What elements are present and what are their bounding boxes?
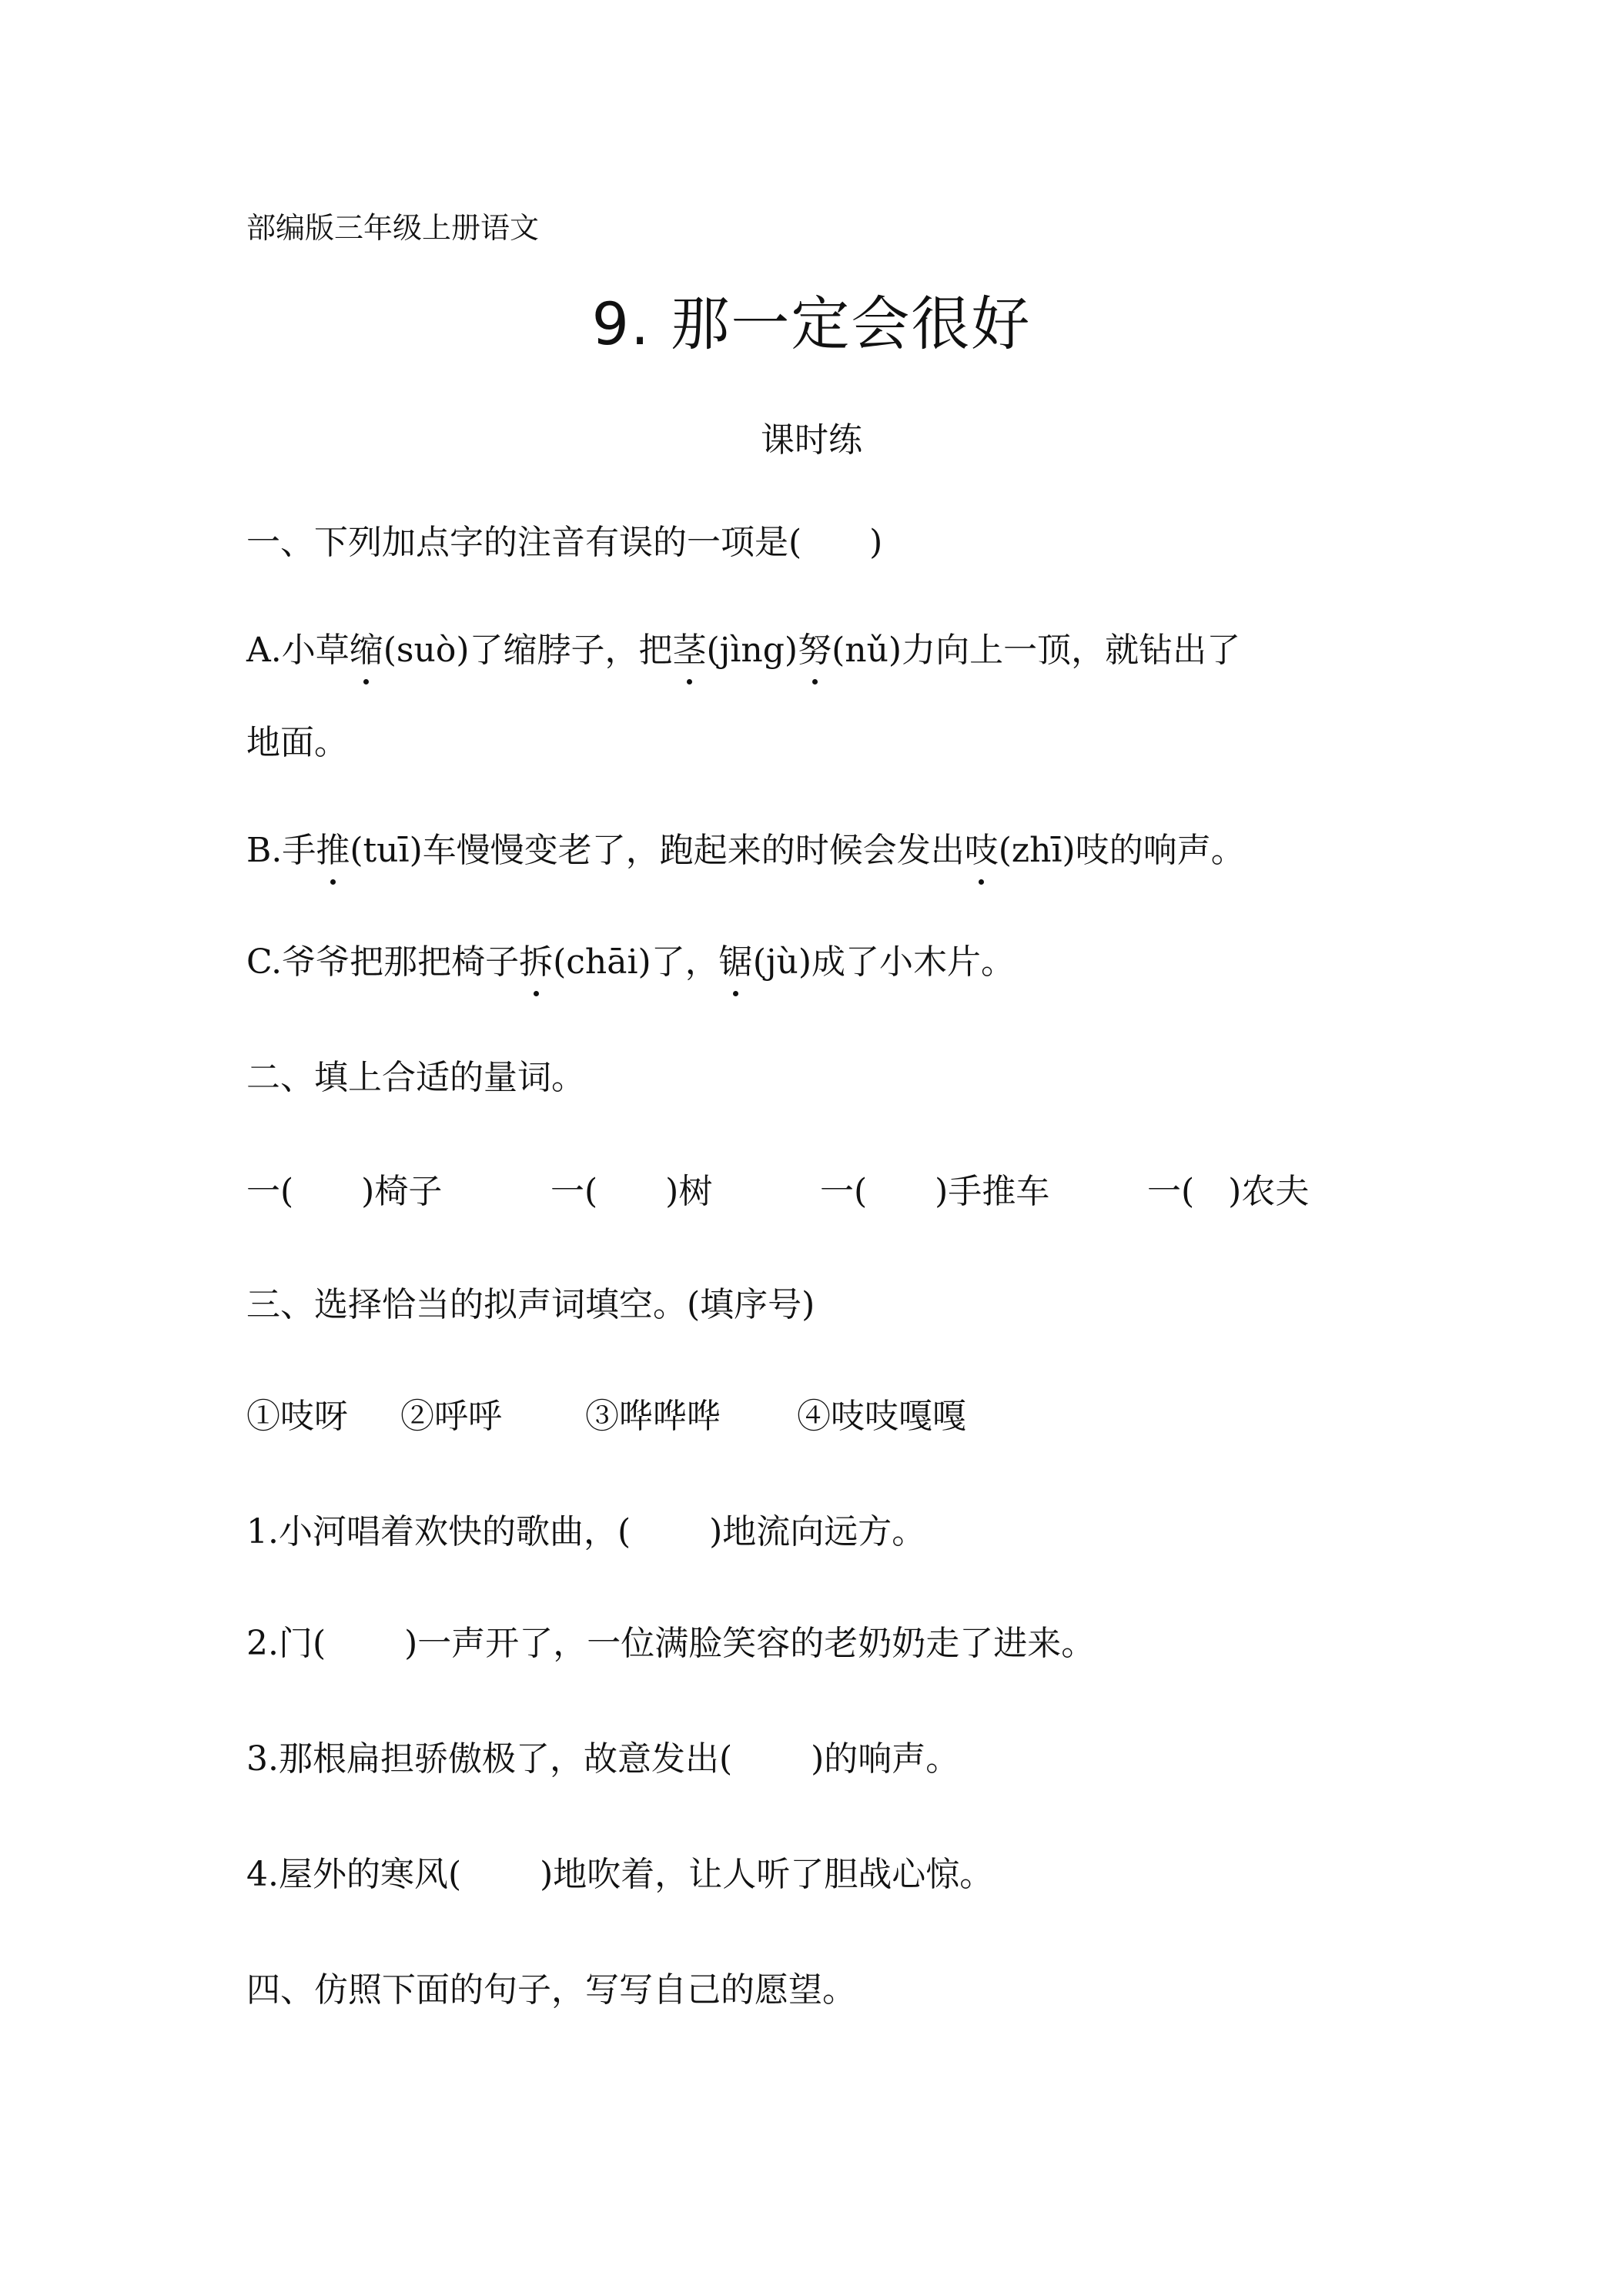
q2-item: 一( )手推车 — [820, 1172, 1050, 1211]
q1-b-text-1: B.手 — [246, 831, 316, 870]
q3-option: ②呼呼 — [400, 1397, 502, 1436]
q3-option: ①吱呀 — [246, 1397, 348, 1436]
q3-heading: 三、选择恰当的拟声词填空。(填序号) — [246, 1285, 815, 1324]
q2-item: 一( )农夫 — [1147, 1172, 1310, 1211]
q1-a-text-2: (suò)了缩脖子，把 — [383, 631, 673, 670]
q3-sentence-2: 2.门( )一声开了，一位满脸笑容的老奶奶走了进来。 — [246, 1624, 1096, 1663]
q2-item: 一( )树 — [550, 1172, 713, 1211]
q1-option-b — [246, 828, 1245, 874]
q3-option: ④吱吱嘎嘎 — [797, 1397, 966, 1436]
q3-options — [246, 1394, 966, 1440]
q1-a-text-1: A.小草 — [246, 631, 350, 670]
q1-b-dotted-char-1: 推 — [316, 828, 350, 874]
q3-sentence-1: 1.小河唱着欢快的歌曲，( )地流向远方。 — [246, 1512, 926, 1551]
q1-a-text-4: (nǔ)力向上一顶，就钻出了 — [832, 631, 1241, 670]
q3-option: ③哗哗哗 — [585, 1397, 721, 1436]
q3-sentence-4: 4.屋外的寒风( )地吹着，让人听了胆战心惊。 — [246, 1855, 994, 1894]
q2-item: 一( )椅子 — [246, 1172, 443, 1211]
q3-sentence-3: 3.那根扁担骄傲极了，故意发出( )的响声。 — [246, 1739, 960, 1779]
q1-option-a — [246, 628, 1240, 674]
q1-c-text-1: C.爷爷把那把椅子 — [246, 942, 520, 982]
q1-b-text-2: (tuī)车慢慢变老了，跑起来的时候会发出 — [350, 831, 965, 870]
header-label: 部编版三年级上册语文 — [246, 211, 540, 245]
q2-items — [246, 1169, 1309, 1215]
q1-b-text-3: (zhī)吱的响声。 — [998, 831, 1245, 870]
q1-a-dotted-char-2: 茎 — [673, 628, 707, 674]
q1-a-dotted-char-3: 努 — [798, 628, 832, 674]
q1-heading: 一、下列加点字的注音有误的一项是( ) — [246, 523, 883, 562]
q1-option-a-continued: 地面。 — [246, 723, 348, 762]
page-title: 9. 那一定会很好 — [591, 290, 1032, 358]
page-subtitle: 课时练 — [761, 420, 862, 460]
q1-c-dotted-char-2: 锯 — [719, 939, 753, 986]
q1-c-dotted-char-1: 拆 — [519, 939, 553, 986]
q4-heading: 四、仿照下面的句子，写写自己的愿望。 — [246, 1970, 856, 2010]
q1-b-dotted-char-2: 吱 — [965, 828, 999, 874]
q1-option-c — [246, 939, 1015, 986]
q2-heading: 二、填上合适的量词。 — [246, 1058, 585, 1097]
q1-c-text-3: (jù)成了小木片。 — [752, 942, 1016, 982]
q1-c-text-2: (chāi)了， — [553, 942, 719, 982]
q1-a-text-3: (jìng) — [706, 631, 798, 670]
q1-a-dotted-char-1: 缩 — [350, 628, 383, 674]
